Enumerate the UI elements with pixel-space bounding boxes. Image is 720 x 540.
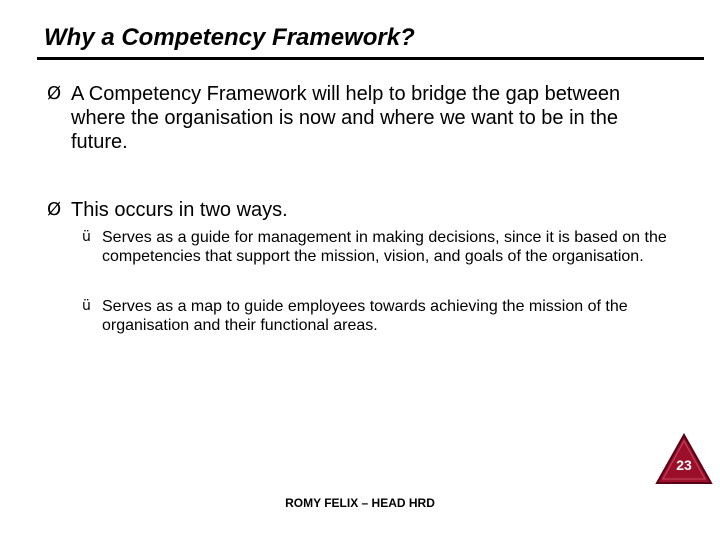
- bullet-text: This occurs in two ways.: [71, 199, 288, 221]
- sub-bullet-item: [82, 228, 682, 266]
- bullet-item: [47, 198, 667, 222]
- slide-title: Why a Competency Framework?: [44, 24, 415, 51]
- sub-bullet-text: Serves as a map to guide employees towards achieving the mission of the organisation and their functional areas.: [102, 298, 628, 334]
- title-underline: [37, 57, 704, 60]
- sub-bullet-text: Serves as a guide for management in making decisions, since it is based on the competencies that support the mission, vision, and goals of the organisation.: [102, 229, 667, 265]
- arrow-bullet-icon: Ø: [47, 199, 62, 220]
- arrow-bullet-icon: Ø: [47, 83, 62, 104]
- bullet-text: A Competency Framework will help to bridge the gap between where the organisation is now and where we want to be in the future.: [71, 83, 621, 153]
- bullet-item: [47, 82, 667, 154]
- checkmark-icon: ü: [82, 229, 91, 245]
- footer-author: ROMY FELIX – HEAD HRD: [285, 496, 435, 510]
- page-number: 23: [676, 457, 692, 473]
- sub-bullet-item: [82, 297, 682, 335]
- checkmark-icon: ü: [82, 298, 91, 314]
